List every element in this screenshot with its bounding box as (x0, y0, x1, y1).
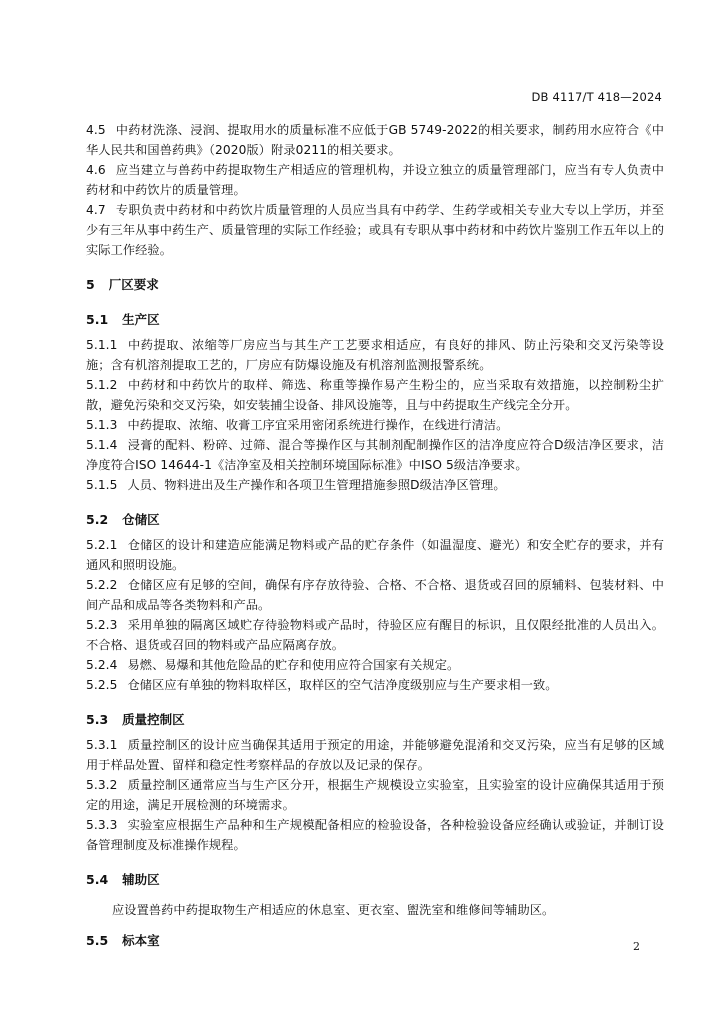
clause-4-6 (86, 160, 664, 200)
clause-number: 5.3.1 (86, 738, 118, 752)
clause-number: 4.6 (86, 163, 106, 177)
clause-text: 易燃、易爆和其他危险品的贮存和使用应符合国家有关规定。 (127, 658, 460, 672)
section-number: 5.2 (86, 512, 109, 527)
section-title: 标本室 (122, 933, 160, 948)
clause-number: 4.7 (86, 203, 106, 217)
clause-number: 4.5 (86, 123, 106, 137)
section-title: 仓储区 (122, 512, 160, 527)
clause-text: 人员、物料进出及生产操作和各项卫生管理措施参照D级洁净区管理。 (127, 478, 506, 492)
clause-number: 5.2.4 (86, 658, 118, 672)
clause-4-5 (86, 120, 664, 160)
clause-number: 5.1.5 (86, 478, 118, 492)
clause-text: 质量控制区通常应当与生产区分开，根据生产规模设立实验室，且实验室的设计应确保其适用于预定的用途，满足开展检测的环境需求。 (86, 778, 664, 812)
clause-text: 中药提取、浓缩等厂房应当与其生产工艺要求相适应，有良好的排风、防止污染和交叉污染等设施；含有机溶剂提取工艺的，厂房应有防爆设施及有机溶剂监测报警系统。 (86, 338, 664, 372)
clause-5-2-2 (86, 575, 664, 615)
clause-5-2-1 (86, 535, 664, 575)
clause-number: 5.1.2 (86, 378, 118, 392)
section-heading-5 (86, 275, 664, 295)
clause-text: 采用单独的隔离区域贮存待验物料或产品时，待验区应有醒目的标识，且仅限经批准的人员出入。不合格、退货或召回的物料或产品应隔离存放。 (86, 618, 664, 652)
clause-number: 5.2.5 (86, 678, 118, 692)
section-number: 5.1 (86, 312, 109, 327)
section-heading-5-2 (86, 510, 664, 530)
document-body (86, 120, 664, 951)
clause-text: 仓储区应有单独的物料取样区，取样区的空气洁净度级别应与生产要求相一致。 (127, 678, 558, 692)
section-heading-5-4 (86, 870, 664, 890)
clause-text: 中药提取、浓缩、收膏工序宜采用密闭系统进行操作，在线进行清洁。 (127, 418, 509, 432)
clause-5-3-2 (86, 775, 664, 815)
clause-number: 5.2.2 (86, 578, 118, 592)
clause-4-7 (86, 200, 664, 260)
section-heading-5-1 (86, 310, 664, 330)
section-number: 5.3 (86, 712, 109, 727)
page-number: 2 (633, 940, 640, 953)
clause-number: 5.2.3 (86, 618, 118, 632)
clause-5-1-2 (86, 375, 664, 415)
clause-text: 中药材和中药饮片的取样、筛选、称重等操作易产生粉尘的，应当采取有效措施，以控制粉尘扩散，避免污染和交叉污染，如安装捕尘设备、排风设施等，且与中药提取生产线完全分开。 (86, 378, 664, 412)
section-heading-5-3 (86, 710, 664, 730)
clause-text: 仓储区的设计和建造应能满足物料或产品的贮存条件（如温湿度、避光）和安全贮存的要求，并有通风和照明设施。 (86, 538, 664, 572)
section-title: 生产区 (122, 312, 160, 327)
clause-5-1-1 (86, 335, 664, 375)
clause-number: 5.3.3 (86, 818, 118, 832)
clause-text: 应当建立与兽药中药提取物生产相适应的管理机构，并设立独立的质量管理部门，应当有专人负责中药材和中药饮片的质量管理。 (86, 163, 664, 197)
section-heading-5-5 (86, 931, 664, 951)
paragraph-5-4: 应设置兽药中药提取物生产相适应的休息室、更衣室、盥洗室和维修间等辅助区。 (112, 903, 555, 917)
section-number: 5.5 (86, 933, 109, 948)
clause-text: 中药材洗涤、浸润、提取用水的质量标准不应低于GB 5749-2022的相关要求，制药用水应符合《中华人民共和国兽药典》（2020版）附录0211的相关要求。 (86, 123, 664, 157)
clause-5-2-4 (86, 655, 664, 675)
section-number: 5.4 (86, 872, 109, 887)
clause-text: 实验室应根据生产品种和生产规模配备相应的检验设备，各种检验设备应经确认或验证，并制订设备管理制度及标准操作规程。 (86, 818, 664, 852)
clause-number: 5.1.3 (86, 418, 118, 432)
document-code: DB 4117/T 418—2024 (531, 90, 662, 104)
clause-text: 专职负责中药材和中药饮片质量管理的人员应当具有中药学、生药学或相关专业大专以上学历，并至少有三年从事中药生产、质量管理的实际工作经验；或具有专职从事中药材和中药饮片鉴别工作五年以上的实际工作经验。 (86, 203, 664, 257)
clause-text: 浸膏的配料、粉碎、过筛、混合等操作区与其制剂配制操作区的洁净度应符合D级洁净区要求，洁净度符合ISO 14644-1《洁净室及相关控制环境国际标准》中ISO 5级洁净要求。 (86, 438, 664, 472)
clause-5-1-4 (86, 435, 664, 475)
clause-5-1-3 (86, 415, 664, 435)
clause-number: 5.1.1 (86, 338, 118, 352)
clause-5-1-5 (86, 475, 664, 495)
clause-number: 5.2.1 (86, 538, 118, 552)
section-title: 质量控制区 (122, 712, 185, 727)
clause-number: 5.1.4 (86, 438, 118, 452)
clause-5-3-3 (86, 815, 664, 855)
section-title: 厂区要求 (108, 277, 159, 292)
clause-5-2-5 (86, 675, 664, 695)
section-number: 5 (86, 277, 95, 292)
clause-text: 仓储区应有足够的空间，确保有序存放待验、合格、不合格、退货或召回的原辅料、包装材料、中间产品和成品等各类物料和产品。 (86, 578, 664, 612)
section-title: 辅助区 (122, 872, 160, 887)
clause-text: 质量控制区的设计应当确保其适用于预定的用途，并能够避免混淆和交叉污染，应当有足够的区域用于样品处置、留样和稳定性考察样品的存放以及记录的保存。 (86, 738, 664, 772)
clause-5-2-3 (86, 615, 664, 655)
clause-number: 5.3.2 (86, 778, 118, 792)
clause-5-3-1 (86, 735, 664, 775)
